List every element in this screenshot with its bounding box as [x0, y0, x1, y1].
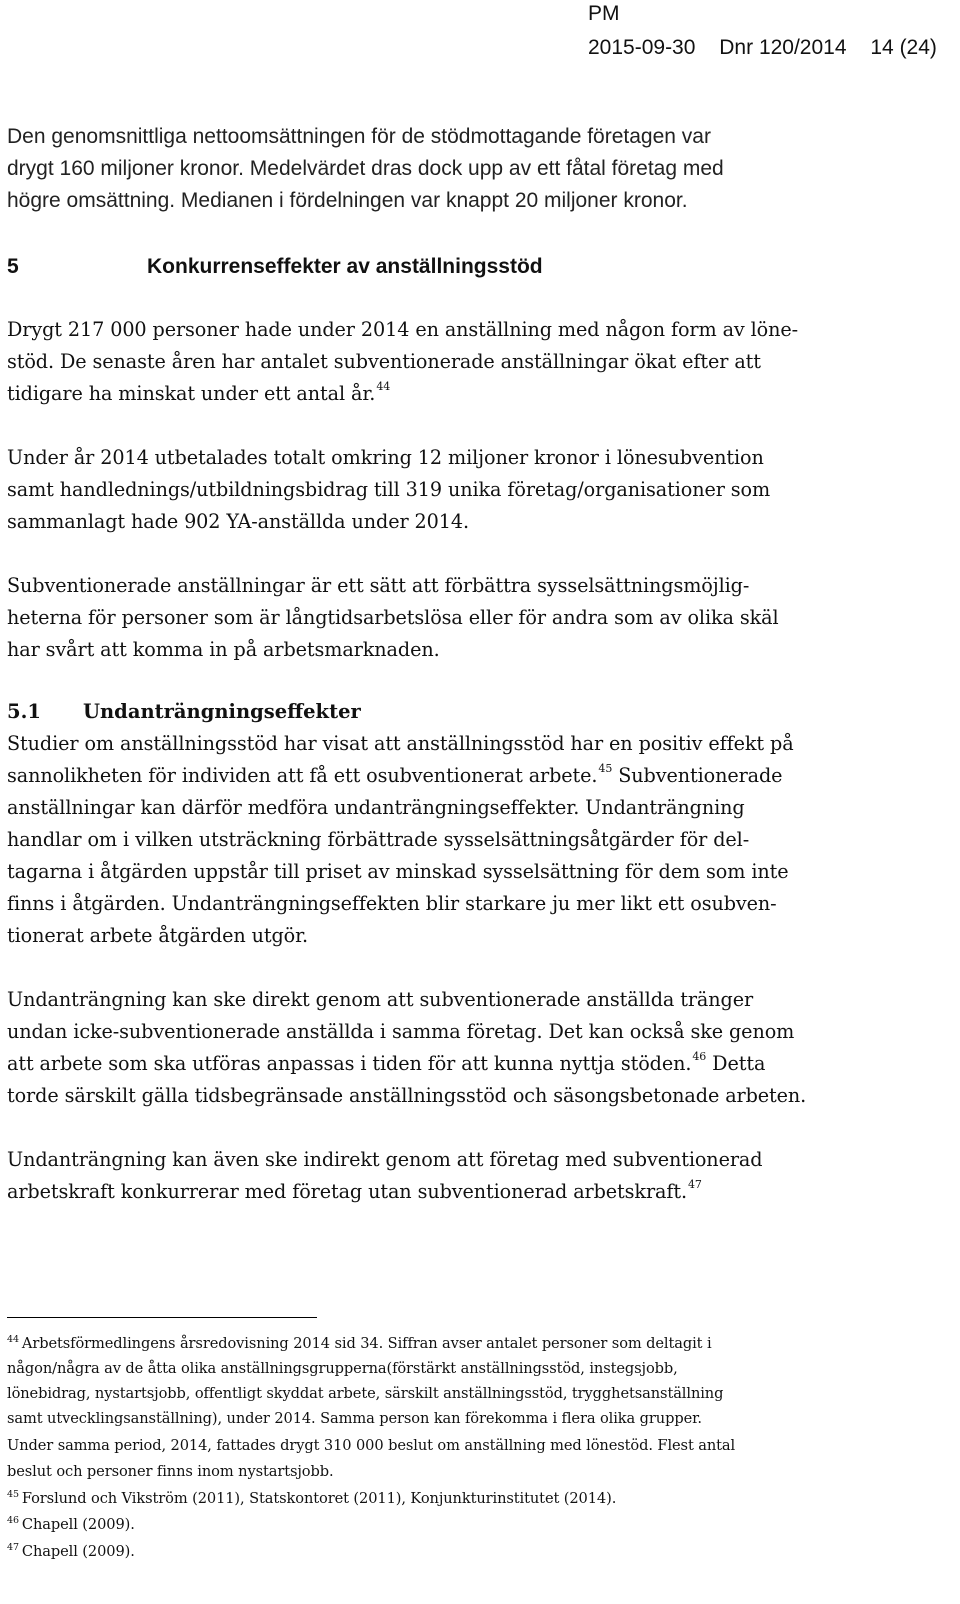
body-line: har svårt att komma in på arbetsmarknaden. — [7, 638, 440, 661]
section-heading — [7, 255, 543, 279]
body-text: att arbete som ska utföras anpassas i tiden för att kunna nyttja stöden. — [7, 1052, 692, 1075]
body-line: finns i åtgärden. Undanträngningseffekten blir starkare ju mer likt ett osubven- — [7, 892, 777, 915]
footnote-line: beslut och personer finns inom nystartsjobb. — [7, 1463, 334, 1480]
footnote-line: någon/några av de åtta olika anställningsgrupperna(förstärkt anställningsstöd, instegsjobb, — [7, 1360, 678, 1377]
footnote-ref[interactable]: 47 — [687, 1178, 702, 1191]
footnote-ref[interactable]: 45 — [598, 762, 613, 775]
body-line: sammanlagt hade 902 YA-anställda under 2014. — [7, 510, 469, 533]
body-line: Studier om anställningsstöd har visat att anställningsstöd har en positiv effekt på — [7, 732, 794, 755]
header-page-number: 14 (24) — [870, 36, 937, 59]
footnote-text: Forslund och Vikström (2011), Statskontoret (2011), Konjunkturinstitutet (2014). — [21, 1490, 617, 1507]
intro-line: drygt 160 miljoner kronor. Medelvärdet dras dock upp av ett fåtal företag med — [7, 157, 724, 180]
body-line: Under år 2014 utbetalades totalt omkring 12 miljoner kronor i lönesubvention — [7, 446, 764, 469]
footnote-47 — [7, 1543, 135, 1560]
footnote-ref[interactable]: 46 — [692, 1050, 707, 1063]
body-line: tionerat arbete åtgärden utgör. — [7, 924, 309, 947]
body-line — [7, 382, 390, 405]
footnote-text: Chapell (2009). — [21, 1516, 135, 1533]
footnote-line: lönebidrag, nystartsjobb, offentligt skyddat arbete, särskilt anställningsstöd, trygghetsanställning — [7, 1385, 724, 1402]
body-line: stöd. De senaste åren har antalet subventionerade anställningar ökat efter att — [7, 350, 761, 373]
body-text: Subventionerade — [612, 764, 783, 787]
body-text: tidigare ha minskat under ett antal år. — [7, 382, 376, 405]
body-text: sannolikheten för individen att få ett osubventionerat arbete. — [7, 764, 598, 787]
footnote-text: Arbetsförmedlingens årsredovisning 2014 sid 34. Siffran avser antalet personer som deltagit i — [21, 1335, 712, 1352]
body-line: handlar om i vilken utsträckning förbättrade sysselsättningsåtgärder för del- — [7, 828, 750, 851]
body-line: Drygt 217 000 personer hade under 2014 en anställning med någon form av löne- — [7, 318, 799, 341]
section-title: Konkurrenseffekter av anställningsstöd — [147, 255, 543, 278]
body-line: Undanträngning kan ske direkt genom att subventionerade anställda tränger — [7, 988, 754, 1011]
footnote-45 — [7, 1490, 616, 1507]
header-dnr: Dnr 120/2014 — [719, 36, 847, 59]
body-line: Subventionerade anställningar är ett sätt att förbättra sysselsättningsmöjlig- — [7, 574, 750, 597]
body-text: arbetskraft konkurrerar med företag utan subventionerad arbetskraft. — [7, 1180, 687, 1203]
subsection-number: 5.1 — [7, 700, 41, 723]
footnote-line: Under samma period, 2014, fattades drygt 310 000 beslut om anställning med lönestöd. Flest antal — [7, 1437, 736, 1454]
header-meta — [588, 36, 937, 60]
footnote-44 — [7, 1335, 712, 1352]
document-type-label: PM — [588, 2, 620, 25]
body-line — [7, 1052, 765, 1075]
subsection-heading — [7, 700, 361, 723]
intro-line: Den genomsnittliga nettoomsättningen för de stödmottagande företagen var — [7, 125, 711, 148]
intro-line: högre omsättning. Medianen i fördelningen var knappt 20 miljoner kronor. — [7, 189, 688, 212]
footnote-line: samt utvecklingsanställning), under 2014. Samma person kan förekomma i flera olika grupper. — [7, 1410, 702, 1427]
footnote-46 — [7, 1516, 135, 1533]
footnote-marker: 44 — [7, 1334, 19, 1345]
footnote-separator — [7, 1317, 317, 1318]
footnote-ref[interactable]: 44 — [376, 380, 391, 393]
footnote-text: Chapell (2009). — [21, 1543, 135, 1560]
footnote-marker: 46 — [7, 1515, 19, 1526]
body-line: heterna för personer som är långtidsarbetslösa eller för andra som av olika skäl — [7, 606, 779, 629]
header-date: 2015-09-30 — [588, 36, 696, 59]
body-line: undan icke-subventionerade anställda i samma företag. Det kan också ske genom — [7, 1020, 795, 1043]
footnote-marker: 47 — [7, 1542, 19, 1553]
section-number: 5 — [7, 255, 19, 278]
body-line: torde särskilt gälla tidsbegränsade anställningsstöd och säsongsbetonade arbeten. — [7, 1084, 807, 1107]
body-line: tagarna i åtgärden uppstår till priset av minskad sysselsättning för dem som inte — [7, 860, 789, 883]
body-line: Undanträngning kan även ske indirekt genom att företag med subventionerad — [7, 1148, 763, 1171]
body-line — [7, 764, 782, 787]
body-line — [7, 1180, 702, 1203]
body-line: anställningar kan därför medföra undanträngningseffekter. Undanträngning — [7, 796, 745, 819]
body-text: Detta — [706, 1052, 766, 1075]
footnote-marker: 45 — [7, 1489, 19, 1500]
body-line: samt handlednings/utbildningsbidrag till 319 unika företag/organisationer som — [7, 478, 771, 501]
subsection-title: Undanträngningseffekter — [83, 700, 361, 723]
